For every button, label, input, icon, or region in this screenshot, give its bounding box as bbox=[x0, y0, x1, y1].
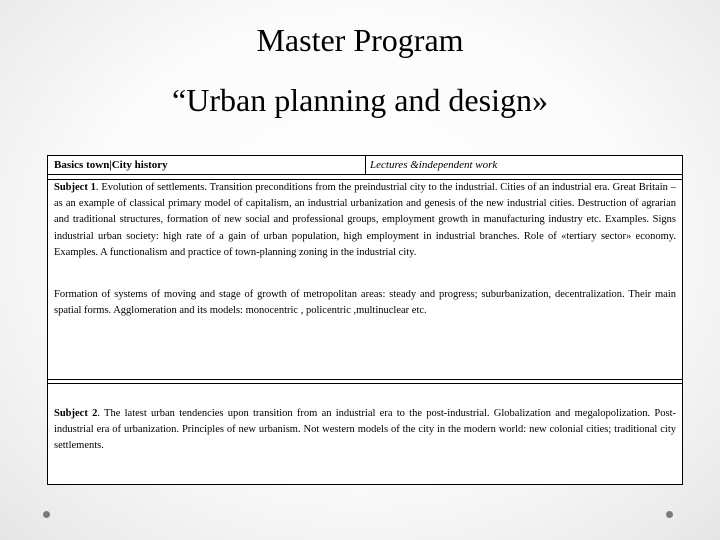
slide-subtitle: “Urban planning and design» bbox=[172, 82, 548, 118]
metropolitan-paragraph: Formation of systems of moving and stage of growth of metropolitan areas: steady and progress; suburbanization, decentralization. Their main spatial forms. Agglomeration and its models: monocentric , policentric ,multinuclear etc. bbox=[54, 289, 676, 317]
subject-2-label: Subject 2 bbox=[54, 408, 98, 419]
row-divider bbox=[48, 383, 682, 384]
subject-2-paragraph bbox=[54, 406, 676, 455]
decorative-dot-icon bbox=[43, 511, 50, 518]
subject-2-text: . The latest urban tendencies upon transition from an industrial era to the post-industrial. Globalization and megalopolization. Post-industrial era of urbanization. Principles of new urbanism. Not western models of the city in the modern world: new colonial cities; traditional city settlements. bbox=[54, 408, 676, 452]
slide-title: Master Program bbox=[256, 22, 464, 58]
row-divider bbox=[48, 379, 682, 380]
subject-1-text: . Evolution of settlements. Transition preconditions from the preindustrial city to the industrial. Cities of an industrial era. Great Britain – as an example of classical primary model of capitalism, an industrial urbanization and genesis of the new industrial cities. Destruction of agrarian and traditional structures, formation of new social and professional groups, employment growth in manufacturing industry etc. Examples. Signs industrial urban society: high rate of a gain of urban population, high employment in industrial branches. Role of «tertiary sector» economy. Examples. A functionalism and practice of town-planning zoning in the industrial city. bbox=[54, 182, 676, 258]
subject-1-paragraph bbox=[54, 180, 676, 261]
header-course-name: Basics town|City history bbox=[48, 156, 366, 175]
header-course-format: Lectures &independent work bbox=[366, 156, 682, 175]
subject-1-label: Subject 1 bbox=[54, 182, 96, 193]
decorative-dot-icon bbox=[666, 511, 673, 518]
course-table bbox=[47, 155, 683, 485]
